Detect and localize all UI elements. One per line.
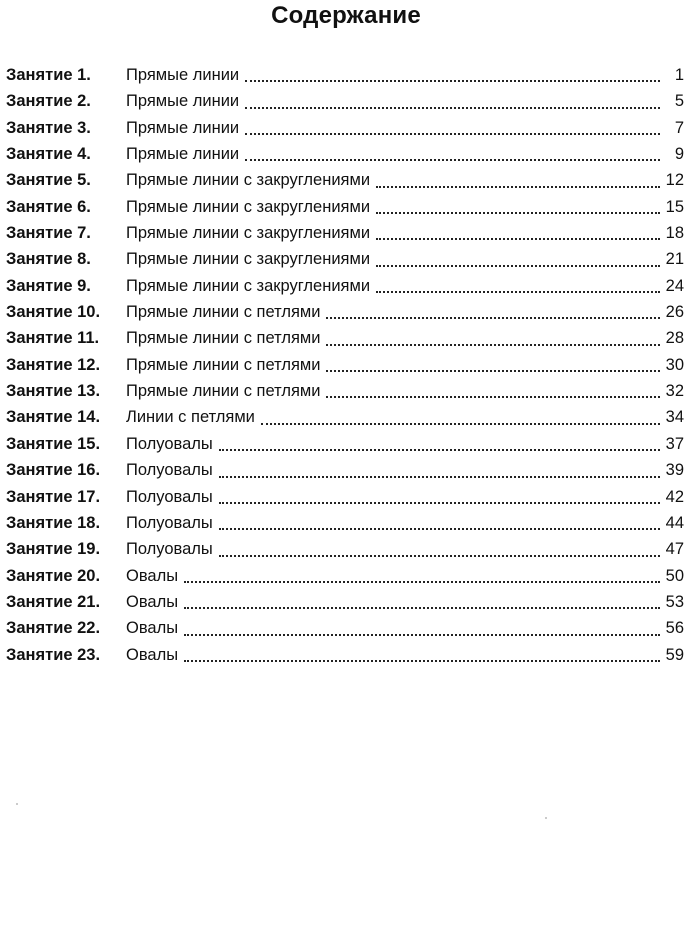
toc-page-number: 44 [665,513,684,532]
toc-lesson-number: Занятие 6. [6,197,91,216]
toc-page-number: 39 [665,461,684,480]
toc-entry[interactable] [6,224,684,250]
toc-lesson-number: Занятие 13. [6,382,101,401]
toc-entry[interactable] [6,145,684,171]
toc-lesson-number: Занятие 14. [6,408,101,427]
dot-leader [245,80,660,82]
toc-page-number: 9 [674,145,684,164]
toc-entry[interactable] [6,356,684,382]
toc-page-number: 50 [665,566,684,585]
toc-lesson-number: Занятие 11. [6,329,100,348]
toc-lesson-number: Занятие 7. [6,224,91,243]
dot-leader [184,660,660,662]
dot-leader [219,449,660,451]
dot-leader [326,344,659,346]
dot-leader [245,159,660,161]
toc-lesson-number: Занятие 4. [6,145,91,164]
toc-page-number: 56 [665,619,684,638]
toc-lesson-number: Занятие 5. [6,171,91,190]
toc-page-number: 5 [674,92,684,111]
toc-entry-title: Прямые линии с закруглениями [126,250,371,269]
toc-lesson-number: Занятие 9. [6,276,91,295]
toc-entry-title: Прямые линии [126,118,240,137]
toc-entry-title: Прямые линии [126,92,240,111]
dot-leader [219,476,660,478]
toc-entry-title: Полуовалы [126,434,213,453]
dot-leader [184,607,660,609]
toc-page-number: 21 [665,250,684,269]
toc-entry-title: Овалы [126,566,179,585]
toc-entry-title: Прямые линии с закруглениями [126,197,371,216]
toc-entry-title: Овалы [126,619,179,638]
dot-leader [376,265,660,267]
toc-page-number: 53 [665,592,684,611]
toc-lesson-number: Занятие 18. [6,513,101,532]
toc-lesson-number: Занятие 21. [6,592,101,611]
toc-entry[interactable] [6,567,684,593]
dot-leader [376,291,660,293]
toc-entry-title: Прямые линии [126,145,240,164]
toc-entry[interactable] [6,198,684,224]
dot-leader [376,186,660,188]
toc-page-number: 59 [665,645,684,664]
toc-lesson-number: Занятие 16. [6,461,101,480]
toc-lesson-number: Занятие 20. [6,566,101,585]
dot-leader [219,555,660,557]
toc-lesson-number: Занятие 2. [6,92,91,111]
toc-page-number: 47 [665,540,684,559]
toc-lesson-number: Занятие 19. [6,540,101,559]
toc-entry-title: Прямые линии с петлями [126,382,321,401]
page-title: Содержание [271,2,421,29]
toc-entry[interactable] [6,329,684,355]
toc-entry[interactable] [6,514,684,540]
toc-entry-title: Полуовалы [126,461,213,480]
toc-entry[interactable] [6,277,684,303]
toc-entry-title: Прямые линии с закруглениями [126,171,371,190]
toc-entry[interactable] [6,119,684,145]
dot-leader [326,396,659,398]
dot-leader [326,370,659,372]
toc-entry-title: Овалы [126,645,179,664]
toc-entry-title: Линии с петлями [126,408,255,427]
toc-entry[interactable] [6,250,684,276]
toc-entry[interactable] [6,303,684,329]
toc-page-number: 34 [665,408,684,427]
toc-page-number: 42 [665,487,684,506]
toc-page-number: 24 [665,276,684,295]
toc-entry-title: Полуовалы [126,513,213,532]
table-of-contents [6,66,684,672]
toc-page-number: 30 [665,355,684,374]
toc-entry-title: Прямые линии [126,66,240,84]
toc-entry-title: Прямые линии с закруглениями [126,224,371,243]
toc-entry-title: Прямые линии с петлями [126,329,321,348]
toc-entry[interactable] [6,92,684,118]
toc-entry[interactable] [6,435,684,461]
toc-entry-title: Прямые линии с петлями [126,303,321,322]
toc-entry[interactable] [6,540,684,566]
toc-lesson-number: Занятие 8. [6,250,91,269]
toc-lesson-number: Занятие 23. [6,645,101,664]
toc-page-number: 28 [665,329,684,348]
dot-leader [219,528,660,530]
toc-entry[interactable] [6,646,684,672]
toc-lesson-number: Занятие 15. [6,434,101,453]
toc-page-number: 18 [665,224,684,243]
toc-lesson-number: Занятие 3. [6,118,91,137]
toc-entry-title: Полуовалы [126,487,213,506]
toc-entry-title: Прямые линии с закруглениями [126,276,371,295]
dot-leader [219,502,660,504]
toc-lesson-number: Занятие 17. [6,487,101,506]
dot-leader [184,634,660,636]
toc-entry-title: Полуовалы [126,540,213,559]
toc-entry-title: Овалы [126,592,179,611]
toc-entry[interactable] [6,488,684,514]
toc-entry[interactable] [6,382,684,408]
toc-entry[interactable] [6,408,684,434]
toc-entry[interactable] [6,66,684,92]
dot-leader [184,581,660,583]
toc-page-number: 32 [665,382,684,401]
scan-speck [16,803,18,805]
dot-leader [376,238,660,240]
dot-leader [245,107,660,109]
toc-entry[interactable] [6,461,684,487]
toc-page-number: 37 [665,434,684,453]
toc-entry[interactable] [6,619,684,645]
dot-leader [245,133,660,135]
toc-page-number: 12 [665,171,684,190]
scan-speck [545,817,547,819]
dot-leader [261,423,660,425]
toc-lesson-number: Занятие 22. [6,619,101,638]
toc-entry-title: Прямые линии с петлями [126,355,321,374]
toc-page-number: 15 [665,197,684,216]
toc-lesson-number: Занятие 10. [6,303,101,322]
toc-page-number: 26 [665,303,684,322]
dot-leader [326,317,659,319]
toc-entry[interactable] [6,171,684,197]
toc-page-number: 1 [674,66,684,84]
toc-entry[interactable] [6,593,684,619]
toc-page-number: 7 [674,118,684,137]
toc-lesson-number: Занятие 1. [6,66,91,84]
toc-lesson-number: Занятие 12. [6,355,101,374]
dot-leader [376,212,660,214]
